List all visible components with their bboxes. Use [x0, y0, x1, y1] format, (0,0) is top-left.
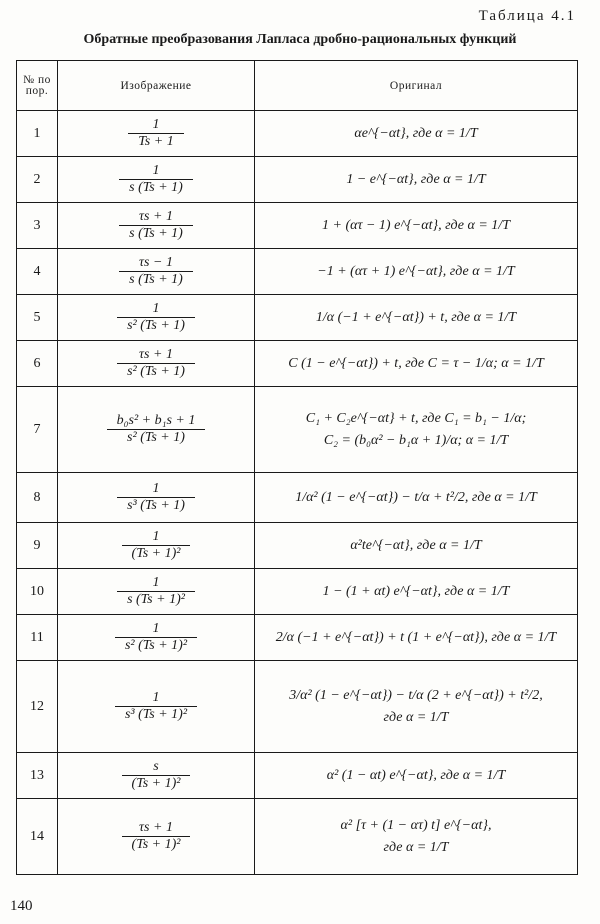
- image-denominator: (Ts + 1)²: [122, 775, 191, 792]
- image-numerator: τs + 1: [139, 346, 173, 362]
- row-number: 2: [17, 157, 58, 203]
- table-row: [17, 569, 578, 615]
- table-row: [17, 523, 578, 569]
- row-number: 5: [17, 295, 58, 341]
- image-numerator: 1: [152, 528, 160, 544]
- original-formula: αe^{−αt}, где α = 1/T: [354, 125, 478, 141]
- image-numerator: τs + 1: [139, 819, 173, 835]
- image-denominator: s (Ts + 1): [119, 179, 193, 196]
- image-denominator: s³ (Ts + 1): [117, 497, 195, 514]
- original-formula: α² [τ + (1 − ατ) t] e^{−αt},: [340, 817, 492, 833]
- image-fraction: [119, 163, 193, 196]
- original-formula: C (1 − e^{−αt}) + t, где C = τ − 1/α; α = 1/T: [288, 355, 544, 371]
- table-row: [17, 341, 578, 387]
- column-header-original: Оригинал: [255, 61, 578, 111]
- image-denominator: s² (Ts + 1)²: [115, 637, 197, 654]
- original-cell: [255, 295, 578, 341]
- original-formula: α²te^{−αt}, где α = 1/T: [350, 537, 482, 553]
- image-denominator: (Ts + 1)²: [122, 836, 191, 853]
- image-cell: [58, 341, 255, 387]
- original-cell: [255, 615, 578, 661]
- image-cell: [58, 249, 255, 295]
- image-fraction: [115, 621, 197, 654]
- table-row: [17, 661, 578, 753]
- image-cell: [58, 157, 255, 203]
- image-numerator: 1: [152, 689, 160, 705]
- table-row: [17, 473, 578, 523]
- table-row: [17, 249, 578, 295]
- row-number: 10: [17, 569, 58, 615]
- image-denominator: s (Ts + 1): [119, 225, 193, 242]
- table-row: [17, 615, 578, 661]
- table-header-row: [17, 61, 578, 111]
- image-numerator: τs − 1: [139, 254, 173, 270]
- image-fraction: [117, 347, 195, 380]
- original-formula: 1 − (1 + αt) e^{−αt}, где α = 1/T: [322, 583, 510, 599]
- original-formula-line-2: где α = 1/T: [383, 709, 449, 725]
- table-row: [17, 203, 578, 249]
- image-numerator: s: [153, 758, 159, 774]
- original-formula-line-2: C₂ = (b₀α² − b₁α + 1)/α; α = 1/T: [323, 432, 509, 448]
- image-cell: [58, 661, 255, 753]
- original-cell: [255, 569, 578, 615]
- table-row: [17, 799, 578, 875]
- image-fraction: [117, 301, 195, 334]
- image-denominator: s² (Ts + 1): [117, 363, 195, 380]
- original-formula: 1 − e^{−αt}, где α = 1/T: [346, 171, 486, 187]
- table-row: [17, 295, 578, 341]
- original-cell: [255, 111, 578, 157]
- original-cell: [255, 249, 578, 295]
- image-denominator: Ts + 1: [128, 133, 183, 150]
- column-header-number: № по пор.: [17, 61, 58, 111]
- table-title: Обратные преобразования Лапласа дробно-рациональных функций: [83, 32, 517, 47]
- image-fraction: [122, 759, 191, 792]
- original-formula: −1 + (ατ + 1) e^{−αt}, где α = 1/T: [317, 263, 515, 279]
- image-fraction: [122, 529, 191, 562]
- image-numerator: b₀s² + b₁s + 1: [116, 412, 196, 428]
- image-numerator: 1: [152, 574, 160, 590]
- image-fraction: [122, 820, 191, 853]
- row-number: 7: [17, 387, 58, 473]
- row-number: 13: [17, 753, 58, 799]
- page-number: 140: [10, 898, 33, 914]
- image-fraction: [128, 117, 183, 150]
- original-formula-line-2: где α = 1/T: [383, 839, 449, 855]
- image-fraction: [107, 413, 206, 446]
- row-number: 9: [17, 523, 58, 569]
- original-cell: [255, 157, 578, 203]
- table-label: Таблица 4.1: [478, 8, 576, 24]
- original-cell: [255, 341, 578, 387]
- image-numerator: 1: [152, 116, 160, 132]
- image-fraction: [117, 575, 195, 608]
- table-row: [17, 387, 578, 473]
- original-cell: [255, 661, 578, 753]
- image-denominator: s (Ts + 1)²: [117, 591, 195, 608]
- image-numerator: τs + 1: [139, 208, 173, 224]
- image-cell: [58, 111, 255, 157]
- image-cell: [58, 569, 255, 615]
- image-numerator: 1: [152, 300, 160, 316]
- row-number: 11: [17, 615, 58, 661]
- row-number: 12: [17, 661, 58, 753]
- image-cell: [58, 387, 255, 473]
- image-cell: [58, 615, 255, 661]
- image-denominator: (Ts + 1)²: [122, 545, 191, 562]
- image-numerator: 1: [152, 480, 160, 496]
- original-cell: [255, 387, 578, 473]
- image-denominator: s (Ts + 1): [119, 271, 193, 288]
- original-formula: 1/α² (1 − e^{−αt}) − t/α + t²/2, где α = 1/T: [295, 489, 537, 505]
- image-cell: [58, 473, 255, 523]
- column-header-image: Изображение: [58, 61, 255, 111]
- laplace-table: [16, 60, 578, 875]
- original-cell: [255, 203, 578, 249]
- image-cell: [58, 523, 255, 569]
- original-formula: α² (1 − αt) e^{−αt}, где α = 1/T: [326, 767, 506, 783]
- row-number: 14: [17, 799, 58, 875]
- original-formula: 1/α (−1 + e^{−αt}) + t, где α = 1/T: [315, 309, 517, 325]
- original-cell: [255, 799, 578, 875]
- original-formula: 1 + (ατ − 1) e^{−αt}, где α = 1/T: [322, 217, 510, 233]
- table-row: [17, 753, 578, 799]
- image-fraction: [115, 690, 197, 723]
- image-fraction: [119, 255, 193, 288]
- original-formula: 2/α (−1 + e^{−αt}) + t (1 + e^{−αt}), где α = 1/T: [275, 629, 557, 645]
- table-row: [17, 111, 578, 157]
- table-row: [17, 157, 578, 203]
- original-cell: [255, 523, 578, 569]
- row-number: 8: [17, 473, 58, 523]
- image-fraction: [119, 209, 193, 242]
- image-denominator: s² (Ts + 1): [107, 429, 206, 446]
- image-cell: [58, 203, 255, 249]
- row-number: 3: [17, 203, 58, 249]
- original-formula: 3/α² (1 − e^{−αt}) − t/α (2 + e^{−αt}) + t²/2,: [289, 687, 543, 703]
- image-cell: [58, 753, 255, 799]
- image-numerator: 1: [152, 162, 160, 178]
- row-number: 4: [17, 249, 58, 295]
- image-cell: [58, 295, 255, 341]
- original-cell: [255, 753, 578, 799]
- row-number: 6: [17, 341, 58, 387]
- image-denominator: s³ (Ts + 1)²: [115, 706, 197, 723]
- image-denominator: s² (Ts + 1): [117, 317, 195, 334]
- original-formula: C₁ + C₂e^{−αt} + t, где C₁ = b₁ − 1/α;: [305, 410, 527, 426]
- image-cell: [58, 799, 255, 875]
- image-numerator: 1: [152, 620, 160, 636]
- row-number: 1: [17, 111, 58, 157]
- original-cell: [255, 473, 578, 523]
- image-fraction: [117, 481, 195, 514]
